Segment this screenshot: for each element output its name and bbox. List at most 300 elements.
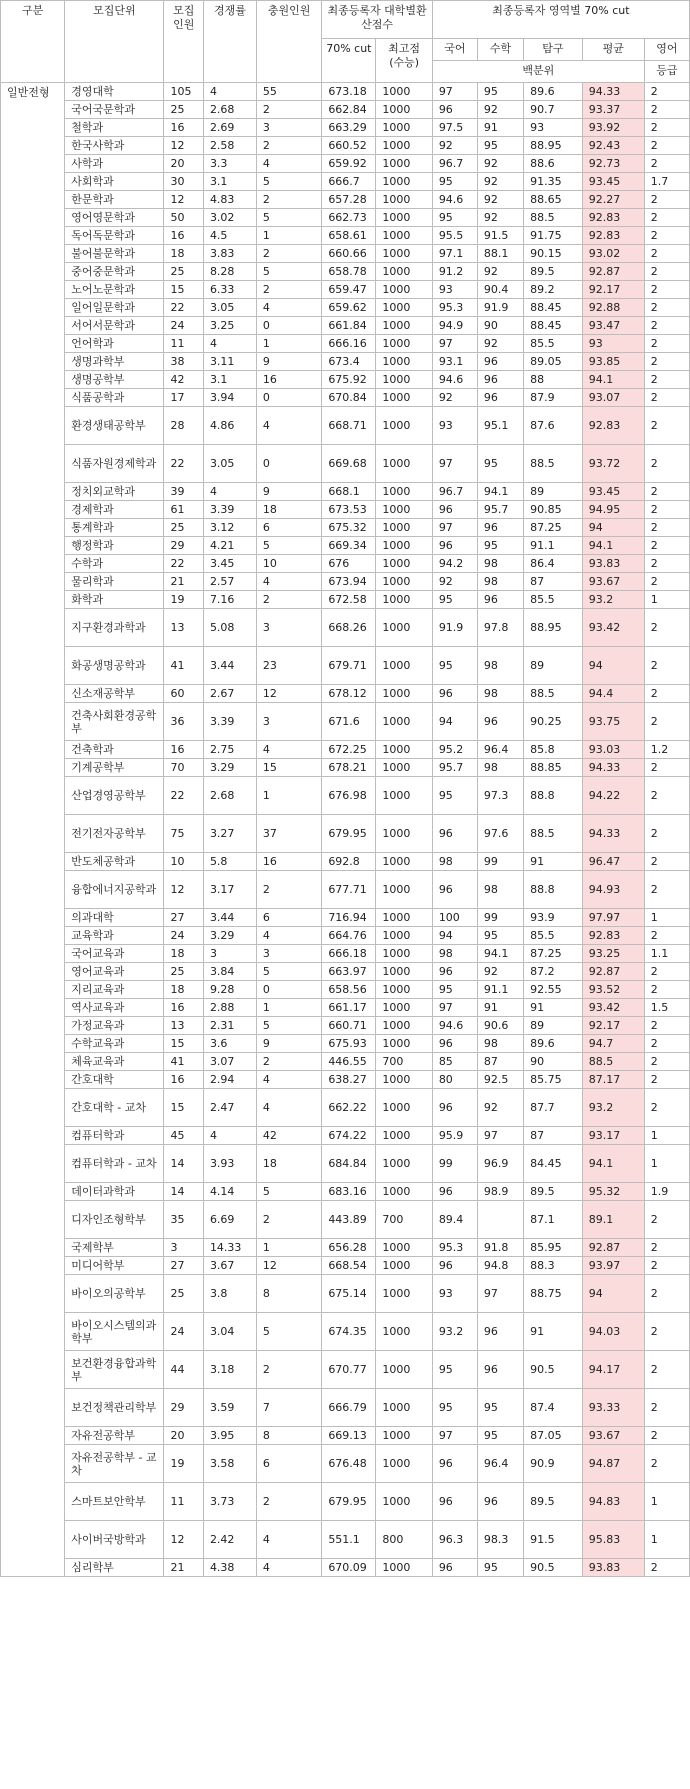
math-cell: 97.8 — [477, 609, 523, 647]
english-cell: 2 — [644, 1201, 689, 1239]
additional-cell: 6 — [256, 519, 321, 537]
average-cell: 93.97 — [582, 1257, 644, 1275]
quota-cell: 15 — [164, 281, 203, 299]
unit-cell: 컴퓨터학과 - 교차 — [65, 1145, 164, 1183]
quota-cell: 12 — [164, 137, 203, 155]
score-max-cell: 800 — [376, 1521, 432, 1559]
score-max-cell: 1000 — [376, 191, 432, 209]
inquiry-cell: 91.5 — [524, 1521, 583, 1559]
competition-cell: 4 — [203, 483, 256, 501]
english-cell: 2 — [644, 1239, 689, 1257]
unit-cell: 심리학부 — [65, 1559, 164, 1577]
additional-cell: 8 — [256, 1427, 321, 1445]
english-cell: 1 — [644, 1483, 689, 1521]
unit-cell: 화공생명공학과 — [65, 647, 164, 685]
korean-cell: 95.9 — [432, 1127, 477, 1145]
korean-cell: 93 — [432, 1275, 477, 1313]
quota-cell: 24 — [164, 927, 203, 945]
table-row — [1, 537, 690, 555]
score-cut-cell: 666.16 — [322, 335, 376, 353]
additional-cell: 2 — [256, 281, 321, 299]
score-max-cell: 1000 — [376, 537, 432, 555]
quota-cell: 18 — [164, 981, 203, 999]
math-cell: 92 — [477, 263, 523, 281]
score-cut-cell: 676 — [322, 555, 376, 573]
header-score-group: 최종등록자 대학별환산점수 — [322, 1, 433, 39]
table-row — [1, 1521, 690, 1559]
korean-cell: 94 — [432, 927, 477, 945]
quota-cell: 24 — [164, 1313, 203, 1351]
korean-cell: 96 — [432, 537, 477, 555]
english-cell: 2 — [644, 519, 689, 537]
score-cut-cell: 666.79 — [322, 1389, 376, 1427]
inquiry-cell: 89.6 — [524, 1035, 583, 1053]
additional-cell: 4 — [256, 1071, 321, 1089]
unit-cell: 의과대학 — [65, 909, 164, 927]
korean-cell: 97 — [432, 335, 477, 353]
math-cell: 96 — [477, 1313, 523, 1351]
korean-cell: 95 — [432, 777, 477, 815]
table-row — [1, 191, 690, 209]
english-cell: 1 — [644, 591, 689, 609]
unit-cell: 반도체공학과 — [65, 853, 164, 871]
score-cut-cell: 670.77 — [322, 1351, 376, 1389]
math-cell: 99 — [477, 853, 523, 871]
score-max-cell: 1000 — [376, 83, 432, 101]
english-cell: 2 — [644, 609, 689, 647]
korean-cell: 93 — [432, 281, 477, 299]
average-cell: 93.45 — [582, 483, 644, 501]
competition-cell: 3.44 — [203, 647, 256, 685]
english-cell: 2 — [644, 981, 689, 999]
quota-cell: 25 — [164, 519, 203, 537]
math-cell: 98 — [477, 685, 523, 703]
competition-cell: 7.16 — [203, 591, 256, 609]
unit-cell: 자유전공학부 - 교차 — [65, 1445, 164, 1483]
quota-cell: 11 — [164, 335, 203, 353]
korean-cell: 96.3 — [432, 1521, 477, 1559]
inquiry-cell: 85.5 — [524, 927, 583, 945]
math-cell: 92 — [477, 101, 523, 119]
average-cell: 93.42 — [582, 609, 644, 647]
table-row — [1, 945, 690, 963]
korean-cell: 99 — [432, 1145, 477, 1183]
quota-cell: 60 — [164, 685, 203, 703]
additional-cell: 12 — [256, 1257, 321, 1275]
english-cell: 2 — [644, 1089, 689, 1127]
score-cut-cell: 669.68 — [322, 445, 376, 483]
unit-cell: 국제학부 — [65, 1239, 164, 1257]
math-cell: 97 — [477, 1127, 523, 1145]
english-cell: 2 — [644, 1035, 689, 1053]
header-average: 평균 — [582, 39, 644, 61]
unit-cell: 중어중문학과 — [65, 263, 164, 281]
unit-cell: 국어교육과 — [65, 945, 164, 963]
competition-cell: 3.67 — [203, 1257, 256, 1275]
score-max-cell: 1000 — [376, 1071, 432, 1089]
score-cut-cell: 659.62 — [322, 299, 376, 317]
korean-cell: 92 — [432, 573, 477, 591]
table-row — [1, 501, 690, 519]
score-max-cell: 1000 — [376, 407, 432, 445]
korean-cell: 95 — [432, 173, 477, 191]
table-row — [1, 1017, 690, 1035]
korean-cell: 94.9 — [432, 317, 477, 335]
inquiry-cell: 90.5 — [524, 1559, 583, 1577]
table-row — [1, 101, 690, 119]
average-cell: 92.83 — [582, 927, 644, 945]
average-cell: 94.4 — [582, 685, 644, 703]
table-row — [1, 119, 690, 137]
math-cell: 96 — [477, 519, 523, 537]
english-cell: 2 — [644, 963, 689, 981]
korean-cell: 94 — [432, 703, 477, 741]
unit-cell: 철학과 — [65, 119, 164, 137]
korean-cell: 94.6 — [432, 1017, 477, 1035]
average-cell: 93.45 — [582, 173, 644, 191]
unit-cell: 전기전자공학부 — [65, 815, 164, 853]
math-cell: 98.9 — [477, 1183, 523, 1201]
unit-cell: 역사교육과 — [65, 999, 164, 1017]
quota-cell: 16 — [164, 999, 203, 1017]
inquiry-cell: 89 — [524, 483, 583, 501]
quota-cell: 70 — [164, 759, 203, 777]
score-cut-cell: 675.14 — [322, 1275, 376, 1313]
quota-cell: 27 — [164, 909, 203, 927]
average-cell: 94.22 — [582, 777, 644, 815]
unit-cell: 바이오의공학부 — [65, 1275, 164, 1313]
score-cut-cell: 679.95 — [322, 815, 376, 853]
english-cell: 2 — [644, 555, 689, 573]
table-row — [1, 1053, 690, 1071]
score-cut-cell: 678.12 — [322, 685, 376, 703]
korean-cell: 94.6 — [432, 371, 477, 389]
score-max-cell: 1000 — [376, 1257, 432, 1275]
unit-cell: 경제학과 — [65, 501, 164, 519]
inquiry-cell: 91 — [524, 853, 583, 871]
math-cell: 95.7 — [477, 501, 523, 519]
average-cell: 93.85 — [582, 353, 644, 371]
unit-cell: 국어국문학과 — [65, 101, 164, 119]
quota-cell: 61 — [164, 501, 203, 519]
korean-cell: 93 — [432, 407, 477, 445]
english-cell: 2 — [644, 573, 689, 591]
inquiry-cell: 89 — [524, 1017, 583, 1035]
average-cell: 94.87 — [582, 1445, 644, 1483]
english-cell: 2 — [644, 299, 689, 317]
additional-cell: 3 — [256, 703, 321, 741]
quota-cell: 16 — [164, 119, 203, 137]
average-cell: 92.87 — [582, 963, 644, 981]
english-cell: 2 — [644, 759, 689, 777]
quota-cell: 42 — [164, 371, 203, 389]
additional-cell: 5 — [256, 263, 321, 281]
unit-cell: 가정교육과 — [65, 1017, 164, 1035]
table-row — [1, 573, 690, 591]
score-max-cell: 1000 — [376, 853, 432, 871]
inquiry-cell: 88.75 — [524, 1275, 583, 1313]
inquiry-cell: 89.05 — [524, 353, 583, 371]
score-cut-cell: 663.29 — [322, 119, 376, 137]
unit-cell: 체육교육과 — [65, 1053, 164, 1071]
competition-cell: 2.68 — [203, 101, 256, 119]
competition-cell: 3.05 — [203, 299, 256, 317]
score-max-cell: 700 — [376, 1201, 432, 1239]
score-cut-cell: 679.71 — [322, 647, 376, 685]
korean-cell: 95 — [432, 1351, 477, 1389]
additional-cell: 4 — [256, 1521, 321, 1559]
inquiry-cell: 91.35 — [524, 173, 583, 191]
score-cut-cell: 670.84 — [322, 389, 376, 407]
unit-cell: 독어독문학과 — [65, 227, 164, 245]
additional-cell: 3 — [256, 609, 321, 647]
math-cell: 91.9 — [477, 299, 523, 317]
inquiry-cell: 90.25 — [524, 703, 583, 741]
competition-cell: 3.17 — [203, 871, 256, 909]
quota-cell: 21 — [164, 573, 203, 591]
score-max-cell: 1000 — [376, 815, 432, 853]
score-max-cell: 1000 — [376, 1127, 432, 1145]
header-quota: 모집 인원 — [164, 1, 203, 83]
unit-cell: 자유전공학부 — [65, 1427, 164, 1445]
table-row — [1, 963, 690, 981]
competition-cell: 3.1 — [203, 173, 256, 191]
average-cell: 92.83 — [582, 209, 644, 227]
score-max-cell: 1000 — [376, 1389, 432, 1427]
quota-cell: 15 — [164, 1089, 203, 1127]
additional-cell: 6 — [256, 909, 321, 927]
math-cell: 95 — [477, 1389, 523, 1427]
additional-cell: 2 — [256, 191, 321, 209]
score-cut-cell: 659.92 — [322, 155, 376, 173]
average-cell: 94.17 — [582, 1351, 644, 1389]
math-cell: 98.3 — [477, 1521, 523, 1559]
english-cell: 2 — [644, 537, 689, 555]
inquiry-cell: 89.5 — [524, 1183, 583, 1201]
score-cut-cell: 675.32 — [322, 519, 376, 537]
competition-cell: 3.58 — [203, 1445, 256, 1483]
competition-cell: 3.18 — [203, 1351, 256, 1389]
additional-cell: 4 — [256, 1559, 321, 1577]
competition-cell: 2.31 — [203, 1017, 256, 1035]
quota-cell: 22 — [164, 299, 203, 317]
average-cell: 92.83 — [582, 227, 644, 245]
unit-cell: 수학과 — [65, 555, 164, 573]
competition-cell: 6.69 — [203, 1201, 256, 1239]
table-row — [1, 1127, 690, 1145]
quota-cell: 22 — [164, 555, 203, 573]
inquiry-cell: 89.5 — [524, 263, 583, 281]
average-cell: 94.7 — [582, 1035, 644, 1053]
average-cell: 92.27 — [582, 191, 644, 209]
additional-cell: 6 — [256, 1445, 321, 1483]
korean-cell: 97 — [432, 445, 477, 483]
average-cell: 97.97 — [582, 909, 644, 927]
score-max-cell: 1000 — [376, 1559, 432, 1577]
score-cut-cell: 638.27 — [322, 1071, 376, 1089]
additional-cell: 3 — [256, 119, 321, 137]
competition-cell: 3.39 — [203, 703, 256, 741]
unit-cell: 기계공학부 — [65, 759, 164, 777]
english-cell: 2 — [644, 371, 689, 389]
header-unit: 모집단위 — [65, 1, 164, 83]
average-cell: 93.2 — [582, 591, 644, 609]
quota-cell: 20 — [164, 1427, 203, 1445]
table-row — [1, 155, 690, 173]
english-cell: 1 — [644, 1521, 689, 1559]
score-max-cell: 1000 — [376, 981, 432, 999]
average-cell: 92.88 — [582, 299, 644, 317]
english-cell: 1.7 — [644, 173, 689, 191]
math-cell: 98 — [477, 1035, 523, 1053]
competition-cell: 3.27 — [203, 815, 256, 853]
competition-cell: 3.12 — [203, 519, 256, 537]
average-cell: 93.42 — [582, 999, 644, 1017]
score-cut-cell: 443.89 — [322, 1201, 376, 1239]
inquiry-cell: 87.1 — [524, 1201, 583, 1239]
additional-cell: 15 — [256, 759, 321, 777]
unit-cell: 간호대학 - 교차 — [65, 1089, 164, 1127]
quota-cell: 13 — [164, 609, 203, 647]
english-cell: 2 — [644, 1071, 689, 1089]
korean-cell: 95.7 — [432, 759, 477, 777]
additional-cell: 23 — [256, 647, 321, 685]
quota-cell: 19 — [164, 1445, 203, 1483]
score-max-cell: 1000 — [376, 317, 432, 335]
score-cut-cell: 668.26 — [322, 609, 376, 647]
header-category: 구분 — [1, 1, 65, 83]
korean-cell: 98 — [432, 945, 477, 963]
quota-cell: 22 — [164, 777, 203, 815]
english-cell: 2 — [644, 445, 689, 483]
quota-cell: 50 — [164, 209, 203, 227]
inquiry-cell: 91 — [524, 999, 583, 1017]
header-competition: 경쟁률 — [203, 1, 256, 83]
quota-cell: 27 — [164, 1257, 203, 1275]
math-cell: 95.1 — [477, 407, 523, 445]
table-row — [1, 853, 690, 871]
english-cell: 2 — [644, 871, 689, 909]
additional-cell: 2 — [256, 137, 321, 155]
english-cell: 2 — [644, 1559, 689, 1577]
english-cell: 2 — [644, 483, 689, 501]
english-cell: 2 — [644, 1427, 689, 1445]
korean-cell: 96.7 — [432, 483, 477, 501]
score-max-cell: 1000 — [376, 209, 432, 227]
unit-cell: 일어일문학과 — [65, 299, 164, 317]
score-max-cell: 1000 — [376, 263, 432, 281]
unit-cell: 물리학과 — [65, 573, 164, 591]
competition-cell: 2.69 — [203, 119, 256, 137]
additional-cell: 5 — [256, 1183, 321, 1201]
korean-cell: 96.7 — [432, 155, 477, 173]
quota-cell: 39 — [164, 483, 203, 501]
additional-cell: 2 — [256, 245, 321, 263]
competition-cell: 4.38 — [203, 1559, 256, 1577]
score-cut-cell: 668.1 — [322, 483, 376, 501]
header-area-group: 최종등록자 영역별 70% cut — [432, 1, 689, 39]
average-cell: 93.72 — [582, 445, 644, 483]
score-max-cell: 1000 — [376, 1239, 432, 1257]
competition-cell: 3.45 — [203, 555, 256, 573]
inquiry-cell: 87.2 — [524, 963, 583, 981]
unit-cell: 노어노문학과 — [65, 281, 164, 299]
korean-cell: 96 — [432, 1483, 477, 1521]
score-cut-cell: 716.94 — [322, 909, 376, 927]
inquiry-cell: 91.75 — [524, 227, 583, 245]
score-max-cell: 1000 — [376, 353, 432, 371]
score-cut-cell: 666.7 — [322, 173, 376, 191]
math-cell: 99 — [477, 909, 523, 927]
score-cut-cell: 662.73 — [322, 209, 376, 227]
korean-cell: 97 — [432, 83, 477, 101]
average-cell: 92.73 — [582, 155, 644, 173]
quota-cell: 18 — [164, 945, 203, 963]
additional-cell: 5 — [256, 963, 321, 981]
average-cell: 95.32 — [582, 1183, 644, 1201]
additional-cell: 0 — [256, 981, 321, 999]
competition-cell: 3.59 — [203, 1389, 256, 1427]
average-cell: 87.17 — [582, 1071, 644, 1089]
additional-cell: 1 — [256, 227, 321, 245]
competition-cell: 8.28 — [203, 263, 256, 281]
unit-cell: 영어교육과 — [65, 963, 164, 981]
math-cell: 98 — [477, 555, 523, 573]
additional-cell: 5 — [256, 537, 321, 555]
unit-cell: 디자인조형학부 — [65, 1201, 164, 1239]
quota-cell: 16 — [164, 741, 203, 759]
table-row — [1, 981, 690, 999]
competition-cell: 3.94 — [203, 389, 256, 407]
score-cut-cell: 659.47 — [322, 281, 376, 299]
score-max-cell: 700 — [376, 1053, 432, 1071]
english-cell: 2 — [644, 703, 689, 741]
additional-cell: 2 — [256, 1053, 321, 1071]
korean-cell: 97 — [432, 1427, 477, 1445]
korean-cell: 95.2 — [432, 741, 477, 759]
average-cell: 94.33 — [582, 759, 644, 777]
quota-cell: 75 — [164, 815, 203, 853]
inquiry-cell: 89.2 — [524, 281, 583, 299]
additional-cell: 9 — [256, 483, 321, 501]
inquiry-cell: 88.45 — [524, 317, 583, 335]
table-row — [1, 519, 690, 537]
math-cell: 91 — [477, 119, 523, 137]
average-cell: 94.33 — [582, 815, 644, 853]
score-max-cell: 1000 — [376, 389, 432, 407]
english-cell: 2 — [644, 1017, 689, 1035]
score-cut-cell: 661.84 — [322, 317, 376, 335]
unit-cell: 건축사회환경공학부 — [65, 703, 164, 741]
unit-cell: 행정학과 — [65, 537, 164, 555]
math-cell: 92 — [477, 335, 523, 353]
table-row — [1, 281, 690, 299]
additional-cell: 1 — [256, 335, 321, 353]
table-row — [1, 389, 690, 407]
korean-cell: 97.5 — [432, 119, 477, 137]
table-row — [1, 555, 690, 573]
korean-cell: 96 — [432, 1559, 477, 1577]
table-row — [1, 1483, 690, 1521]
inquiry-cell: 88.5 — [524, 445, 583, 483]
unit-cell: 한국사학과 — [65, 137, 164, 155]
average-cell: 94.33 — [582, 83, 644, 101]
korean-cell: 95 — [432, 1389, 477, 1427]
score-cut-cell: 678.21 — [322, 759, 376, 777]
inquiry-cell: 87.7 — [524, 1089, 583, 1127]
score-cut-cell: 551.1 — [322, 1521, 376, 1559]
korean-cell: 95 — [432, 209, 477, 227]
